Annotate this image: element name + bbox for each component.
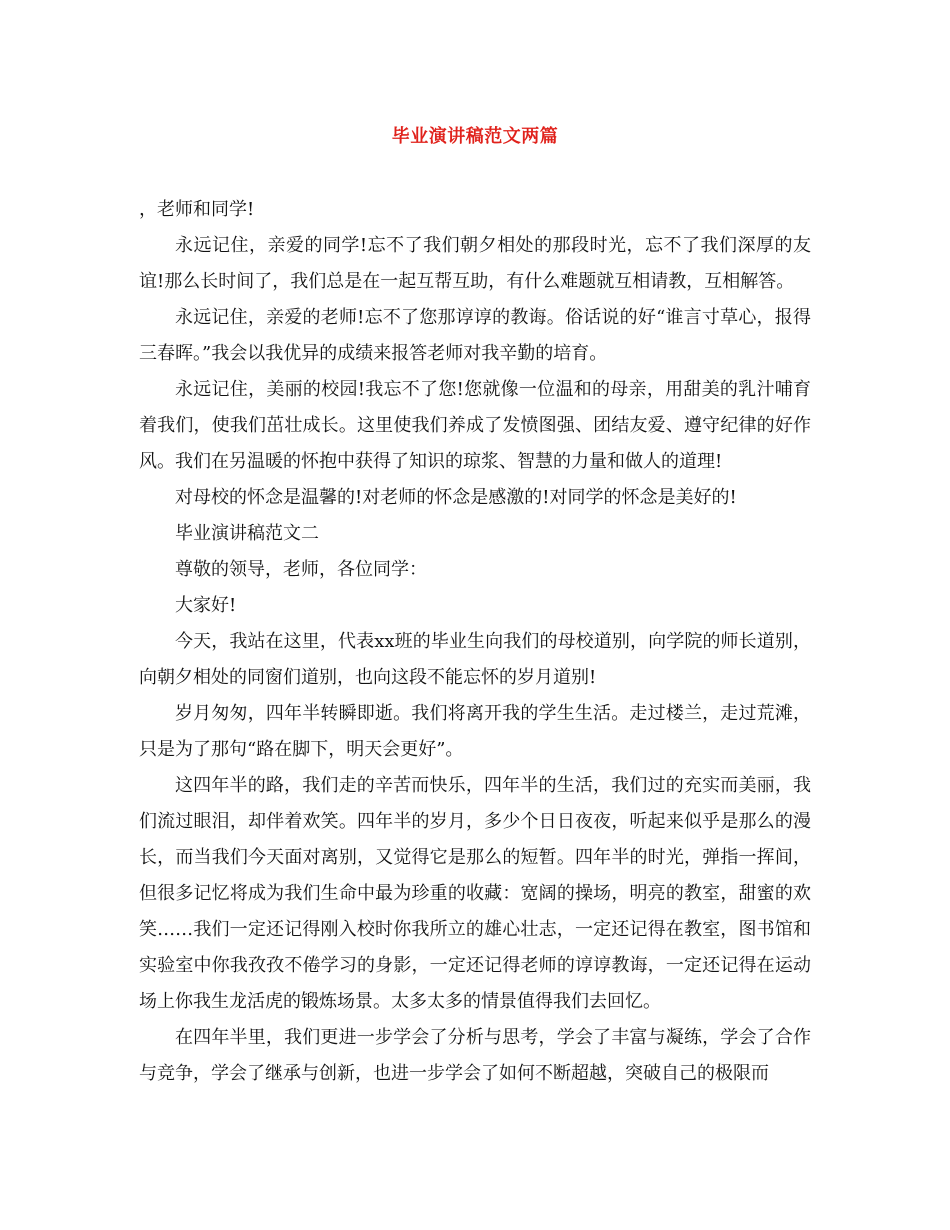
paragraph-four-years: 这四年半的路，我们走的辛苦而快乐，四年半的生活，我们过的充实而美丽，我们流过眼泪，却伴着欢笑。四年半的岁月，多少个日日夜夜，听起来似乎是那么的漫长，而当我们今天面对离别，又觉得它是那么的短暂。四年半的时光，弹指一挥间，但很多记忆将成为我们生命中最为珍重的收藏：宽阔的操场，明亮的教室，甜蜜的欢笑……我们一定还记得刚入校时你我所立的雄心壮志，一定还记得在教室，图书馆和实验室中你我孜孜不倦学习的身影，一定还记得老师的谆谆教诲，一定还记得在运动场上你我生龙活虎的锻炼场景。太多太多的情景值得我们去回忆。 (139, 775, 811, 1012)
paragraph-greeting-audience: 尊敬的领导，老师，各位同学： (175, 559, 427, 580)
paragraph-remember-teachers: 永远记住，亲爱的老师!忘不了您那谆谆的教诲。俗话说的好“谁言寸草心，报得三春晖。”我会以我优异的成绩来报答老师对我辛勤的培育。 (139, 307, 811, 364)
paragraph-farewell: 今天，我站在这里，代表xx班的毕业生向我们的母校道别，向学院的师长道别，向朝夕相处的同窗们道别，也向这段不能忘怀的岁月道别! (139, 631, 811, 688)
section-heading-second-speech: 毕业演讲稿范文二 (175, 523, 319, 544)
paragraph-hello: 大家好! (175, 595, 237, 616)
document-title: 毕业演讲稿范文两篇 (391, 126, 559, 147)
paragraph-learned: 在四年半里，我们更进一步学会了分析与思考，学会了丰富与凝练，学会了合作与竞争，学会了继承与创新，也进一步学会了如何不断超越，突破自己的极限而 (139, 1027, 811, 1084)
paragraph-remember-classmates: 永远记住，亲爱的同学!忘不了我们朝夕相处的那段时光，忘不了我们深厚的友谊!那么长时间了，我们总是在一起互帮互助，有什么难题就互相请教，互相解答。 (139, 235, 811, 292)
paragraph-time-flies: 岁月匆匆，四年半转瞬即逝。我们将离开我的学生生活。走过楼兰，走过荒滩，只是为了那句“路在脚下，明天会更好”。 (139, 703, 811, 760)
paragraph-nostalgia: 对母校的怀念是温馨的!对老师的怀念是感激的!对同学的怀念是美好的! (175, 487, 737, 508)
paragraph-salutation: ，老师和同学! (139, 199, 255, 220)
paragraph-remember-campus: 永远记住，美丽的校园!我忘不了您!您就像一位温和的母亲，用甜美的乳汁哺育着我们，使我们茁壮成长。这里使我们养成了发愤图强、团结友爱、遵守纪律的好作风。我们在另温暖的怀抱中获得了知识的琼浆、智慧的力量和做人的道理! (139, 379, 811, 472)
document-body (139, 192, 811, 1092)
